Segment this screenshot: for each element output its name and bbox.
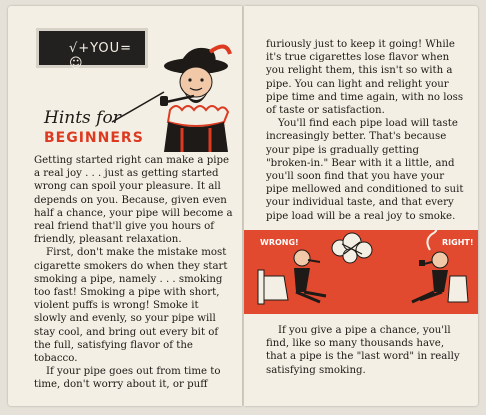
left-paragraph-1: Getting started right can make a pipe a real joy . . . just as getting started wrong can spoil your pleasure. It all depends on you. Because, given even half a chance, your pipe will become a real friend that'll give you hours of friendly, pleasant relaxation. xyxy=(34,155,233,246)
right-body-text xyxy=(266,38,466,223)
right-closing-paragraph: If you give a pipe a chance, you'll find, like so many thousands have, that a pipe is the "last word" in really satisfying smoking. xyxy=(266,325,460,376)
right-closing-text xyxy=(266,324,466,377)
section-title-beginners: BEGINNERS xyxy=(44,130,144,146)
left-page xyxy=(8,6,242,406)
chalkboard-text: √+YOU=☺ xyxy=(69,41,133,71)
left-body-text xyxy=(34,154,234,392)
right-paragraph-1: furiously just to keep it going! While it's true cigarettes lose flavor when you relight them, this isn't so with a pipe. You can light and relight your pipe time and time again, with no loss of taste or satisfaction. xyxy=(266,39,464,117)
left-paragraph-2: First, don't make the mistake most cigarette smokers do when they start smoking a pipe, namely . . . smoking too fast! Smoking a pipe with short, violent puffs is wrong! Smoke it slowly and evenly, so your pipe will stay cool, and bring out every bit of the full, satisfying flavor of the tobacco. xyxy=(34,247,228,365)
left-paragraph-3: If your pipe goes out from time to time, don't worry about it, or puff xyxy=(34,366,221,391)
section-title-hints-for: Hints for xyxy=(44,108,121,128)
chalkboard xyxy=(36,28,148,71)
wrong-label: WRONG! xyxy=(260,238,299,247)
right-label: RIGHT! xyxy=(442,238,474,247)
right-paragraph-2: You'll find each pipe load will taste increasingly better. That's because your pipe is gradually getting "broken-in." Bear with it a little, and you'll soon find that you have your pipe mellowed and conditioned to suit your individual taste, and that every pipe load will be a real joy to smoke. xyxy=(266,118,464,222)
right-page xyxy=(244,6,478,406)
professor-illustration xyxy=(156,40,236,152)
